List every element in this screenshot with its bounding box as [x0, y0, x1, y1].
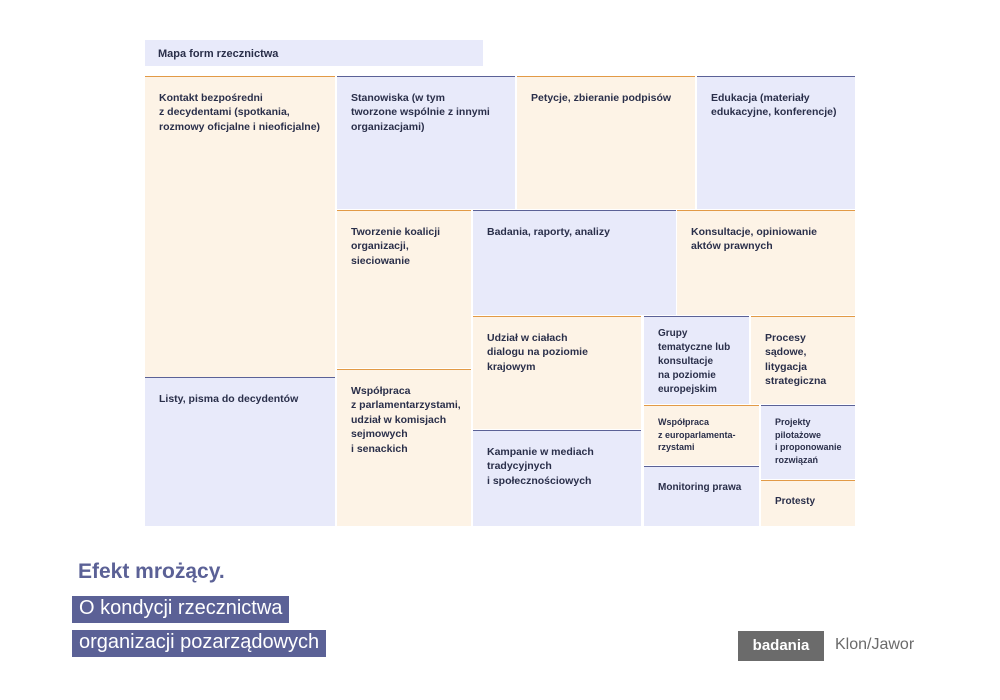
- tile-badania: Badania, raporty, analizy: [473, 210, 676, 315]
- publisher-name: Klon/Jawor: [835, 636, 915, 653]
- tile-konsultacje: Konsultacje, opiniowanie aktów prawnych: [677, 210, 855, 315]
- tile-parlamentarzysci: Współpraca z parlamentarzystami, udział w komisjach sejmowych i senackich: [337, 369, 471, 526]
- tile-protesty: Protesty: [761, 480, 855, 526]
- tile-edukacja: Edukacja (materiały edukacyjne, konferencje): [697, 76, 855, 209]
- tile-procesy: Procesy sądowe, litygacja strategiczna: [751, 316, 855, 404]
- tile-listy: Listy, pisma do decydentów: [145, 377, 335, 526]
- diagram-title: Mapa form rzecznictwa: [145, 40, 483, 66]
- tile-europarlamentarzysci: Współpraca z europarlamenta- rzystami: [644, 405, 759, 465]
- tile-projekty: Projekty pilotażowe i proponowanie rozwiązań: [761, 405, 855, 479]
- tile-kampanie: Kampanie w mediach tradycyjnych i społecznościowych: [473, 430, 641, 526]
- report-title-line-2: organizacji pozarządowych: [72, 630, 326, 657]
- report-title-line-1: O kondycji rzecznictwa: [72, 596, 289, 623]
- report-subtitle: Efekt mrożący.: [78, 560, 225, 583]
- tile-grupy-eu: Grupy tematyczne lub konsultacje na poziomie europejskim: [644, 316, 749, 404]
- publisher-badge: badania: [738, 631, 824, 661]
- tile-stanowiska: Stanowiska (w tym tworzone wspólnie z innymi organizacjami): [337, 76, 515, 209]
- tile-monitoring: Monitoring prawa: [644, 466, 759, 526]
- tile-petycje: Petycje, zbieranie podpisów: [517, 76, 695, 209]
- tile-kontakt: Kontakt bezpośredni z decydentami (spotkania, rozmowy oficjalne i nieoficjalne): [145, 76, 335, 377]
- tile-koalicje: Tworzenie koalicji organizacji, sieciowanie: [337, 210, 471, 368]
- tile-udzial-dialog: Udział w ciałach dialogu na poziomie krajowym: [473, 316, 641, 429]
